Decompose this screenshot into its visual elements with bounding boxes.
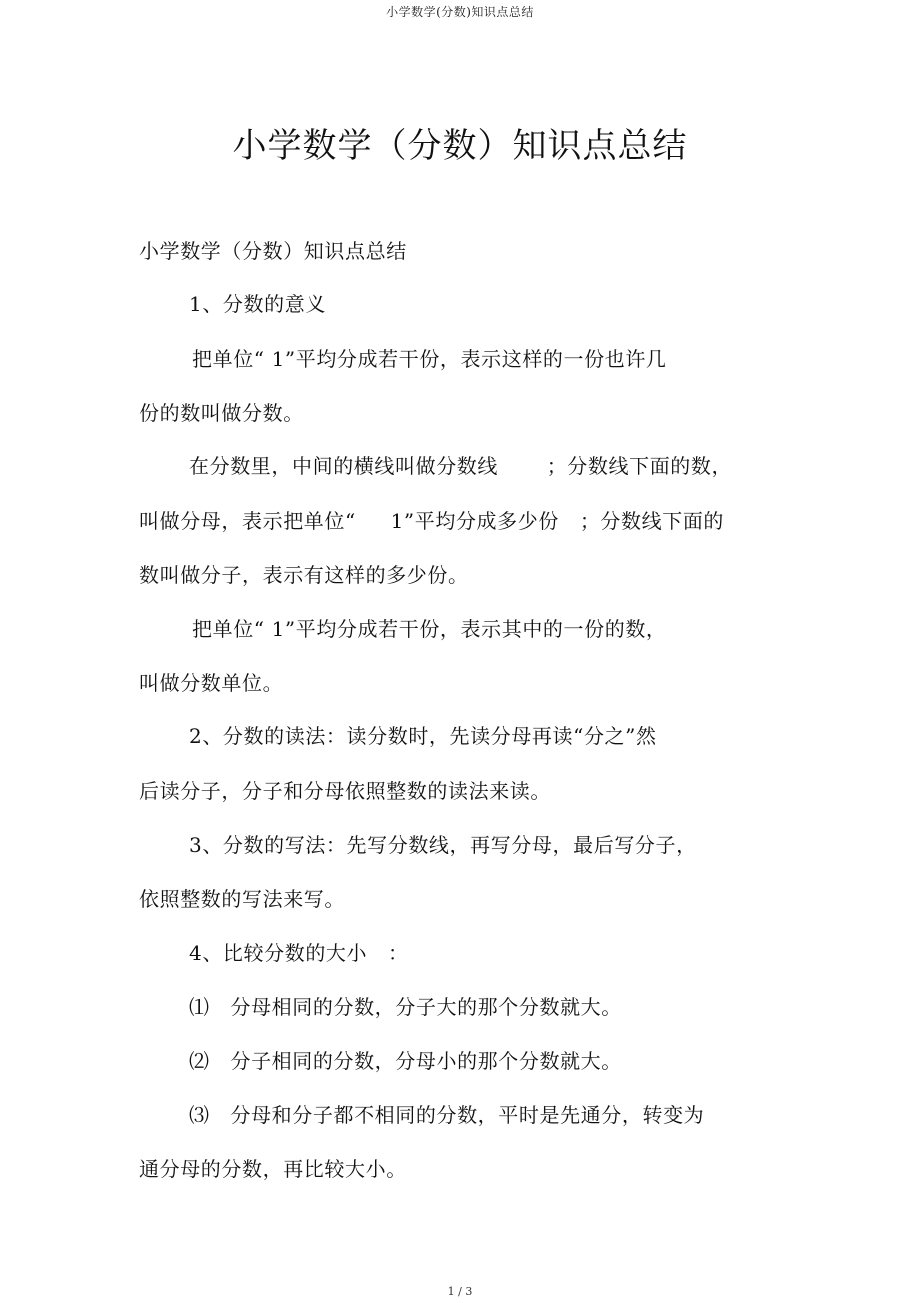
section-heading: 1、分数的意义: [189, 292, 326, 316]
section-heading: 2、分数的读法：读分数时，先读分母再读“分之”然: [189, 724, 657, 748]
paragraph-line: 后读分子，分子和分母依照整数的读法来读。: [139, 779, 551, 803]
paragraph-line: 在分数里，中间的横线叫做分数线 ；分数线下面的数，: [189, 454, 733, 478]
paragraph-line: 叫做分数单位。: [139, 671, 284, 695]
paragraph-line: 数叫做分子，表示有这样的多少份。: [139, 563, 469, 587]
paragraph-line: 叫做分母，表示把单位“ 1”平均分成多少份 ；分数线下面的: [139, 509, 725, 533]
paragraph-line: 把单位“ 1”平均分成若干份，表示这样的一份也许几: [192, 347, 667, 371]
page-header: 小学数学(分数)知识点总结: [386, 5, 534, 19]
paragraph-line: 把单位“ 1”平均分成若干份，表示其中的一份的数，: [192, 617, 667, 641]
list-item: ⑵ 分子相同的分数，分母小的那个分数就大。: [189, 1049, 622, 1073]
section-heading: 4、比较分数的大小 ：: [189, 941, 409, 965]
paragraph-line: 依照整数的写法来写。: [139, 887, 345, 911]
document-title: 小学数学（分数）知识点总结: [232, 126, 688, 166]
page-number: 1 / 3: [447, 1285, 473, 1298]
paragraph-line: 份的数叫做分数。: [139, 401, 304, 425]
list-item: ⑶ 分母和分子都不相同的分数，平时是先通分，转变为: [189, 1103, 705, 1127]
paragraph-line: 通分母的分数，再比较大小。: [139, 1157, 407, 1181]
section-heading: 3、分数的写法：先写分数线，再写分母，最后写分子，: [189, 833, 697, 857]
list-item: ⑴ 分母相同的分数，分子大的那个分数就大。: [189, 995, 622, 1019]
subtitle-line: 小学数学（分数）知识点总结: [139, 239, 407, 263]
